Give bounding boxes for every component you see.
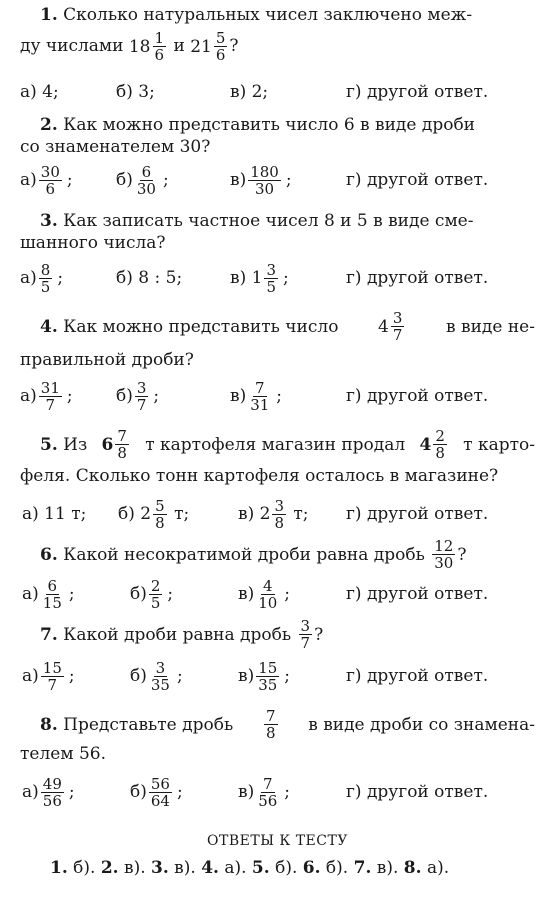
- denominator: 5: [150, 593, 161, 612]
- question-mark: ?: [229, 36, 239, 56]
- option-a: а) 11 т;: [22, 504, 87, 524]
- option-suffix: ;: [284, 782, 291, 802]
- question-text: т картофеля магазин продал: [145, 434, 406, 455]
- question-text: телем 56.: [20, 744, 106, 764]
- denominator: 6: [215, 46, 226, 64]
- mixed-whole: 2: [140, 504, 152, 524]
- question-text: Представьте дробь: [63, 714, 234, 735]
- mixed-whole: 6: [101, 434, 114, 455]
- option-b: [130, 574, 173, 614]
- fraction: [149, 776, 172, 809]
- question-number: 6.: [40, 544, 58, 565]
- question-7-options: [20, 656, 535, 696]
- numerator: 15: [258, 658, 278, 677]
- question-3: [20, 210, 535, 254]
- fraction: [256, 776, 279, 809]
- fraction: [264, 262, 278, 295]
- option-a: а) 4;: [20, 82, 59, 102]
- option-suffix: ;: [167, 584, 174, 604]
- numerator: 180: [250, 162, 279, 181]
- denominator: 6: [45, 179, 56, 198]
- answer-number: 7.: [353, 858, 372, 878]
- fraction: [41, 660, 64, 693]
- mixed-whole: 18: [128, 36, 151, 57]
- option-c: [230, 160, 292, 200]
- numerator: 1: [154, 29, 165, 47]
- option-b: [130, 772, 183, 812]
- option-label: в): [230, 170, 247, 190]
- denominator: 5: [266, 277, 276, 296]
- denominator: 8: [265, 724, 276, 742]
- numerator: 3: [266, 260, 276, 279]
- numerator: 6: [141, 162, 152, 181]
- option-label: б): [116, 170, 133, 190]
- fraction: [135, 164, 158, 197]
- answer-value: в).: [376, 858, 399, 878]
- mixed-whole: 4: [419, 434, 432, 455]
- option-b: [116, 160, 169, 200]
- question-number: 7.: [40, 624, 58, 645]
- numerator: 7: [265, 707, 276, 725]
- numerator: 30: [40, 162, 60, 181]
- answer-number: 2.: [100, 858, 119, 878]
- option-a: [22, 574, 75, 614]
- denominator: 6: [154, 46, 165, 64]
- question-text: шанного числа?: [20, 233, 166, 253]
- numerator: 7: [254, 378, 265, 397]
- denominator: 7: [47, 675, 58, 694]
- question-1-line-1: [20, 4, 535, 26]
- option-b: [118, 494, 189, 534]
- question-6: [20, 538, 535, 571]
- option-suffix: ;: [284, 666, 291, 686]
- option-label: а): [20, 170, 37, 190]
- question-text: в виде дроби со знамена-: [308, 714, 535, 735]
- option-b: б) 3;: [116, 82, 155, 102]
- answer-value: б).: [275, 858, 298, 878]
- mixed-number: [129, 30, 168, 63]
- question-7-line-1: [20, 618, 535, 651]
- fraction: [115, 428, 129, 461]
- question-1: [20, 4, 535, 63]
- mixed-whole: 4: [378, 316, 389, 337]
- numerator: 3: [155, 658, 166, 677]
- fraction: [39, 262, 53, 295]
- mixed-number: [102, 428, 131, 461]
- denominator: 8: [274, 513, 284, 532]
- question-text: Из: [63, 434, 88, 455]
- option-c: [238, 494, 309, 534]
- option-label: б): [130, 584, 147, 604]
- mixed-whole: 1: [251, 268, 263, 288]
- option-label: а): [22, 584, 39, 604]
- question-6-line-1: [20, 538, 535, 571]
- fraction: [149, 660, 172, 693]
- numerator: 3: [392, 309, 403, 327]
- answer-number: 3.: [151, 858, 169, 878]
- answer-value: а).: [426, 858, 450, 878]
- answers-line: [50, 858, 449, 878]
- question-text: Сколько натуральных чисел заключено меж-: [63, 5, 473, 25]
- denominator: 7: [300, 634, 311, 652]
- option-d: г) другой ответ.: [346, 82, 489, 102]
- question-8-options: [20, 772, 535, 812]
- option-label: в): [238, 504, 255, 524]
- option-d: г) другой ответ.: [346, 666, 489, 686]
- option-label: в): [230, 386, 247, 406]
- option-suffix: ;: [68, 584, 75, 604]
- question-text: в виде не-: [446, 316, 535, 337]
- numerator: 7: [117, 427, 127, 445]
- numerator: 56: [150, 774, 170, 793]
- denominator: 7: [45, 395, 56, 414]
- fraction: [248, 164, 281, 197]
- option-label: в): [238, 782, 255, 802]
- question-text: ду числами: [20, 36, 124, 56]
- numerator: 8: [40, 260, 51, 279]
- question-number: 1.: [40, 5, 58, 25]
- numerator: 5: [215, 29, 226, 47]
- denominator: 7: [392, 326, 403, 344]
- answer-number: 4.: [201, 858, 219, 878]
- answer-number: 5.: [251, 858, 270, 878]
- option-suffix: ;: [68, 782, 75, 802]
- fraction: [214, 30, 228, 63]
- question-text: т карто-: [463, 434, 535, 455]
- mixed-whole: 21: [190, 36, 212, 57]
- numerator: 7: [262, 774, 273, 793]
- option-c: [230, 258, 289, 298]
- numerator: 2: [435, 427, 445, 445]
- option-suffix: т;: [174, 504, 190, 524]
- denominator: 15: [42, 593, 62, 612]
- denominator: 7: [136, 395, 147, 414]
- question-text: Какой несократимой дроби равна дробь: [63, 544, 425, 565]
- answer-value: б).: [325, 858, 349, 878]
- numerator: 3: [136, 378, 147, 397]
- fraction: [41, 776, 64, 809]
- numerator: 49: [42, 774, 62, 793]
- denominator: 5: [40, 277, 51, 296]
- option-label: б): [116, 386, 133, 406]
- fraction: [272, 498, 286, 531]
- option-suffix: ;: [153, 386, 160, 406]
- fraction: [264, 708, 278, 741]
- answer-value: б).: [73, 858, 96, 878]
- option-b: [116, 376, 159, 416]
- mixed-number: [378, 310, 406, 343]
- question-text: Как можно представить число: [63, 316, 339, 337]
- question-2: [20, 114, 535, 158]
- question-number: 4.: [40, 316, 58, 337]
- question-text: правильной дроби?: [20, 350, 194, 370]
- option-suffix: ;: [162, 170, 169, 190]
- answer-number: 1.: [50, 858, 68, 878]
- option-c: [238, 656, 290, 696]
- option-d: г) другой ответ.: [346, 170, 489, 190]
- fraction: [153, 30, 167, 63]
- option-c: в) 2;: [230, 82, 269, 102]
- question-mark: ?: [314, 624, 324, 645]
- question-5-options: [20, 494, 535, 534]
- option-label: в): [238, 584, 255, 604]
- answer-value: а).: [224, 858, 247, 878]
- fraction: [256, 660, 279, 693]
- option-suffix: т;: [293, 504, 309, 524]
- answer-value: в).: [124, 858, 146, 878]
- denominator: 31: [250, 395, 270, 414]
- option-label: в): [238, 666, 255, 686]
- question-7: [20, 618, 535, 651]
- option-b: б) 8 : 5;: [116, 268, 183, 288]
- question-8: [20, 708, 535, 765]
- fraction: [299, 618, 313, 651]
- option-suffix: ;: [66, 386, 73, 406]
- denominator: 30: [136, 179, 156, 198]
- fraction: [153, 498, 167, 531]
- fraction: [135, 380, 149, 413]
- question-2-line-1: [20, 114, 535, 136]
- option-label: а): [20, 268, 37, 288]
- question-8-line-1: [20, 708, 535, 741]
- answers-heading: ОТВЕТЫ К ТЕСТУ: [207, 833, 348, 849]
- option-label: б): [118, 504, 135, 524]
- option-suffix: ;: [284, 584, 291, 604]
- question-text: феля. Сколько тонн картофеля осталось в магазине?: [20, 466, 499, 486]
- numerator: 3: [274, 496, 284, 515]
- answer-number: 6.: [302, 858, 321, 878]
- numerator: 31: [40, 378, 60, 397]
- numerator: 5: [155, 496, 165, 515]
- option-c: [230, 376, 282, 416]
- denominator: 56: [258, 791, 278, 810]
- fraction: [256, 578, 279, 611]
- numerator: 4: [262, 576, 273, 595]
- denominator: 64: [150, 791, 170, 810]
- question-4: [20, 310, 535, 371]
- denominator: 8: [117, 444, 127, 462]
- option-label: а): [22, 782, 39, 802]
- numerator: 12: [434, 537, 454, 555]
- option-label: а): [22, 666, 39, 686]
- denominator: 30: [434, 554, 454, 572]
- question-number: 8.: [40, 714, 58, 735]
- question-number: 5.: [40, 434, 58, 455]
- question-3-line-1: [20, 210, 535, 232]
- question-1-options: [20, 72, 535, 112]
- question-text: Какой дроби равна дробь: [63, 624, 292, 645]
- denominator: 56: [42, 791, 62, 810]
- option-d: г) другой ответ.: [346, 584, 489, 604]
- option-a: [20, 376, 73, 416]
- fraction: [432, 538, 455, 571]
- conjunction: и: [173, 36, 185, 56]
- denominator: 35: [258, 675, 278, 694]
- denominator: 8: [155, 513, 165, 532]
- fraction: [39, 380, 62, 413]
- numerator: 3: [300, 617, 311, 635]
- mixed-whole: 2: [259, 504, 271, 524]
- option-d: г) другой ответ.: [346, 504, 489, 524]
- option-a: [20, 258, 63, 298]
- fraction: [39, 164, 62, 197]
- fraction: [433, 428, 447, 461]
- option-label: б): [130, 666, 147, 686]
- option-label: а): [20, 386, 37, 406]
- option-d: г) другой ответ.: [346, 386, 489, 406]
- denominator: 10: [258, 593, 278, 612]
- option-c: [238, 772, 290, 812]
- option-suffix: ;: [176, 666, 183, 686]
- option-c: [238, 574, 290, 614]
- mixed-number: [190, 30, 229, 63]
- question-6-options: [20, 574, 535, 614]
- option-suffix: ;: [276, 386, 283, 406]
- option-d: г) другой ответ.: [346, 268, 489, 288]
- denominator: 30: [254, 179, 275, 198]
- question-number: 3.: [40, 211, 58, 231]
- question-number: 2.: [40, 115, 58, 135]
- fraction: [41, 578, 64, 611]
- option-suffix: ;: [57, 268, 64, 288]
- question-mark: ?: [457, 544, 467, 565]
- numerator: 6: [47, 576, 58, 595]
- question-4-options: [20, 376, 535, 416]
- option-a: [20, 160, 73, 200]
- option-suffix: ;: [66, 170, 73, 190]
- denominator: 8: [435, 444, 445, 462]
- question-text: Как можно представить число 6 в виде дроби: [63, 115, 476, 135]
- option-suffix: ;: [282, 268, 289, 288]
- question-1-line-2: [20, 30, 535, 63]
- option-label: б): [130, 782, 147, 802]
- numerator: 2: [150, 576, 161, 595]
- denominator: 35: [150, 675, 170, 694]
- question-text: Как записать частное чисел 8 и 5 в виде сме-: [63, 211, 474, 231]
- answer-value: в).: [174, 858, 196, 878]
- question-5-line-1: [20, 428, 535, 461]
- answer-number: 8.: [403, 858, 422, 878]
- question-4-line-1: [20, 310, 535, 343]
- option-suffix: ;: [285, 170, 292, 190]
- option-d: г) другой ответ.: [346, 782, 489, 802]
- option-suffix: ;: [176, 782, 183, 802]
- question-5: [20, 428, 535, 487]
- question-3-options: [20, 258, 535, 298]
- option-label: в): [230, 268, 247, 288]
- mixed-number: [419, 428, 448, 461]
- fraction: [391, 310, 405, 343]
- option-suffix: ;: [68, 666, 75, 686]
- numerator: 15: [42, 658, 62, 677]
- question-text: со знаменателем 30?: [20, 137, 211, 157]
- fraction: [149, 578, 163, 611]
- question-2-options: [20, 160, 535, 200]
- option-a: [22, 656, 75, 696]
- option-b: [130, 656, 183, 696]
- fraction: [248, 380, 271, 413]
- option-a: [22, 772, 75, 812]
